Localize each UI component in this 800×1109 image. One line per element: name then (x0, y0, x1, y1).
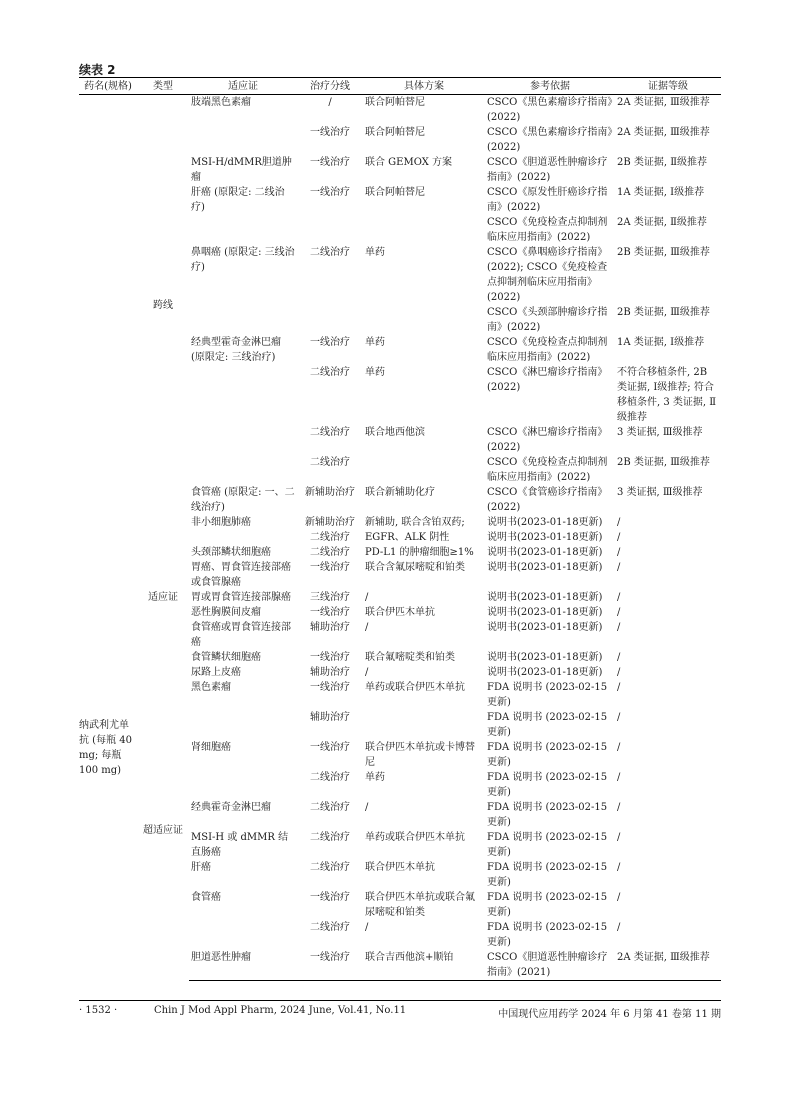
evidence-cell: / (617, 592, 621, 603)
evidence-cell: 3 类证据, Ⅲ级推荐 (617, 427, 703, 438)
drug-indication-table (79, 77, 721, 981)
reference-cell: FDA 说明书 (2023-02-15 更新) (487, 892, 608, 918)
evidence-cell: / (617, 622, 621, 633)
line-cell: 新辅助治疗 (305, 517, 355, 528)
regimen-cell: / (365, 667, 369, 678)
evidence-cell: / (617, 712, 621, 723)
evidence-cell: 不符合移植条件, 2B 类证据, Ⅰ级推荐; 符合移植条件, 3 类证据, Ⅱ级推荐 (617, 367, 717, 423)
regimen-cell: / (365, 622, 369, 633)
evidence-cell: / (617, 652, 621, 663)
reference-cell: FDA 说明书 (2023-02-15 更新) (487, 682, 608, 708)
line-cell: 一线治疗 (310, 652, 350, 663)
evidence-cell: / (617, 562, 621, 573)
indication-cell: 肝癌 (原限定: 二线治疗) (191, 187, 285, 213)
page-number: · 1532 · (79, 1005, 118, 1016)
evidence-cell: 2A 类证据, Ⅲ级推荐 (617, 127, 710, 138)
reference-cell: CSCO《黑色素瘤诊疗指南》(2022) (487, 97, 613, 123)
indication-cell: 恶性胸膜间皮瘤 (191, 607, 261, 618)
line-cell: 二线治疗 (310, 547, 350, 558)
reference-cell: 说明书(2023-01-18更新) (487, 607, 603, 618)
reference-cell: CSCO《免疫检查点抑制剂临床应用指南》(2022) (487, 337, 608, 363)
reference-cell: CSCO《淋巴瘤诊疗指南》(2022) (487, 427, 608, 453)
indication-cell: 胃或胃食管连接部腺癌 (191, 592, 291, 603)
indication-cell: 黑色素瘤 (191, 682, 231, 693)
reference-cell: 说明书(2023-01-18更新) (487, 517, 603, 528)
evidence-cell: / (617, 772, 621, 783)
indication-cell: 胃癌、胃食管连接部癌或食管腺癌 (191, 562, 291, 588)
reference-cell: 说明书(2023-01-18更新) (487, 532, 603, 543)
table-row (79, 515, 721, 530)
line-cell: 一线治疗 (310, 892, 350, 903)
evidence-cell: / (617, 682, 621, 693)
line-cell: 二线治疗 (310, 532, 350, 543)
evidence-cell: / (617, 517, 621, 528)
reference-cell: FDA 说明书 (2023-02-15 更新) (487, 772, 608, 798)
indication-cell: 非小细胞肺癌 (191, 517, 251, 528)
evidence-cell: / (617, 832, 621, 843)
drug-name-cell: 纳武利尤单抗 (每瓶 40 mg; 每瓶 100 mg) (79, 719, 132, 776)
page-footer (79, 1000, 721, 1020)
indication-cell (189, 530, 297, 545)
regimen-cell: / (365, 922, 369, 933)
regimen-cell (363, 215, 485, 245)
evidence-cell: / (617, 742, 621, 753)
regimen-cell: 联合伊匹木单抗或联合氟尿嘧啶和铂类 (365, 892, 475, 918)
indication-cell (189, 455, 297, 485)
regimen-cell: 联合新辅助化疗 (365, 487, 435, 498)
regimen-cell: 单药 (365, 367, 385, 378)
table-caption: 续表 2 (79, 63, 116, 77)
indication-cell: 经典霍奇金淋巴瘤 (191, 802, 271, 813)
indication-cell: 肝癌 (191, 862, 211, 873)
regimen-cell: 单药 (365, 247, 385, 258)
header-type: 类型 (137, 78, 189, 95)
line-cell: 一线治疗 (310, 742, 350, 753)
line-cell: 一线治疗 (310, 607, 350, 618)
reference-cell: FDA 说明书 (2023-02-15 更新) (487, 742, 608, 768)
indication-cell: 头颈部鳞状细胞癌 (191, 547, 271, 558)
regimen-cell: / (365, 592, 369, 603)
indication-cell: 食管鳞状细胞癌 (191, 652, 261, 663)
line-cell: 二线治疗 (310, 832, 350, 843)
indication-cell: 尿路上皮癌 (191, 667, 241, 678)
reference-cell: CSCO《免疫检查点抑制剂临床应用指南》(2022) (487, 457, 608, 483)
indication-cell (189, 215, 297, 245)
indication-cell (189, 305, 297, 335)
regimen-cell: / (365, 802, 369, 813)
line-cell: 二线治疗 (310, 457, 350, 468)
reference-cell: FDA 说明书 (2023-02-15 更新) (487, 802, 608, 828)
line-cell: 一线治疗 (310, 682, 350, 693)
regimen-cell: EGFR、ALK 阴性 (365, 532, 450, 543)
journal-english: Chin J Mod Appl Pharm, 2024 June, Vol.41, No.11 (154, 1005, 407, 1016)
regimen-cell: 联合吉西他滨+顺铂 (363, 950, 485, 981)
table-container (79, 77, 721, 981)
reference-cell: CSCO《胆道恶性肿瘤诊疗指南》(2022) (487, 157, 608, 183)
indication-cell (189, 425, 297, 455)
line-cell: 一线治疗 (297, 950, 363, 981)
evidence-cell: / (617, 667, 621, 678)
reference-cell: FDA 说明书 (2023-02-15 更新) (487, 922, 608, 948)
reference-cell: FDA 说明书 (2023-02-15 更新) (487, 712, 608, 738)
reference-cell: 说明书(2023-01-18更新) (487, 667, 603, 678)
reference-cell: FDA 说明书 (2023-02-15 更新) (487, 862, 608, 888)
regimen-cell: 单药或联合伊匹木单抗 (365, 682, 465, 693)
indication-cell (189, 365, 297, 425)
evidence-cell: 2B 类证据, Ⅱ级推荐 (617, 157, 708, 168)
line-cell: 二线治疗 (310, 367, 350, 378)
regimen-cell: 联合含氟尿嘧啶和铂类 (365, 562, 465, 573)
indication-cell (189, 770, 297, 800)
regimen-cell: 联合氟嘧啶类和铂类 (365, 652, 455, 663)
evidence-cell: / (617, 532, 621, 543)
reference-cell: 说明书(2023-01-18更新) (487, 622, 603, 633)
type-cell: 超适应证 (143, 824, 183, 836)
regimen-cell: 联合 GEMOX 方案 (365, 157, 453, 168)
table-row (79, 95, 721, 126)
evidence-cell: 1A 类证据, Ⅰ级推荐 (617, 187, 705, 198)
line-cell: 二线治疗 (310, 772, 350, 783)
indication-cell (189, 125, 297, 155)
reference-cell: 说明书(2023-01-18更新) (487, 547, 603, 558)
indication-cell: MSI-H 或 dMMR 结直肠癌 (191, 832, 289, 858)
regimen-cell: 联合地西他滨 (365, 427, 425, 438)
regimen-cell: 联合阿帕替尼 (365, 187, 425, 198)
evidence-cell: / (617, 922, 621, 933)
evidence-cell: 3 类证据, Ⅲ级推荐 (617, 487, 703, 498)
regimen-cell: 单药 (365, 772, 385, 783)
reference-cell: 说明书(2023-01-18更新) (487, 652, 603, 663)
indication-cell: MSI-H/dMMR胆道肿瘤 (191, 157, 292, 183)
evidence-cell: 2A 类证据, Ⅲ级推荐 (617, 97, 710, 108)
regimen-cell: 联合阿帕替尼 (365, 97, 425, 108)
reference-cell: CSCO《免疫检查点抑制剂临床应用指南》(2022) (487, 217, 608, 243)
regimen-cell (363, 455, 485, 485)
line-cell: 一线治疗 (310, 187, 350, 198)
evidence-cell: 2B 类证据, Ⅲ级推荐 (617, 457, 710, 468)
line-cell: 二线治疗 (310, 247, 350, 258)
indication-cell: 经典型霍奇金淋巴瘤 (原限定: 三线治疗) (191, 337, 281, 363)
line-cell: 新辅助治疗 (305, 487, 355, 498)
reference-cell: CSCO《头颈部肿瘤诊疗指南》(2022) (487, 307, 608, 333)
line-cell: 一线治疗 (310, 127, 350, 138)
regimen-cell: 联合伊匹木单抗或卡博替尼 (365, 742, 475, 768)
indication-cell: 肢端黑色素瘤 (191, 97, 251, 108)
evidence-cell: 2A 类证据, Ⅲ级推荐 (615, 950, 721, 981)
evidence-cell: 2B 类证据, Ⅲ级推荐 (617, 307, 710, 318)
indication-cell: 食管癌 (原限定: 一、二线治疗) (191, 487, 295, 513)
line-cell: 一线治疗 (310, 157, 350, 168)
line-cell: 三线治疗 (310, 592, 350, 603)
line-cell: 辅助治疗 (310, 667, 350, 678)
indication-cell: 鼻咽癌 (原限定: 三线治疗) (191, 247, 295, 273)
reference-cell: CSCO《黑色素瘤诊疗指南》(2022) (487, 127, 613, 153)
line-cell: / (328, 97, 332, 108)
evidence-cell: / (617, 862, 621, 873)
table-row (79, 680, 721, 710)
regimen-cell: 新辅助, 联合含铂双药; (365, 517, 465, 528)
regimen-cell (363, 305, 485, 335)
regimen-cell: 单药或联合伊匹木单抗 (365, 832, 465, 843)
reference-cell: CSCO《原发性肝癌诊疗指南》(2022) (487, 187, 608, 213)
regimen-cell: 联合伊匹木单抗 (365, 862, 435, 873)
regimen-cell: 联合伊匹木单抗 (365, 607, 435, 618)
indication-cell: 食管癌 (191, 892, 221, 903)
reference-cell: CSCO《食管癌诊疗指南》(2022) (487, 487, 608, 513)
evidence-cell: / (617, 607, 621, 618)
reference-cell: CSCO《胆道恶性肿瘤诊疗指南》(2021) (485, 950, 615, 981)
header-drug: 药名(规格) (79, 78, 137, 95)
evidence-cell: 1A 类证据, Ⅰ级推荐 (617, 337, 705, 348)
reference-cell: CSCO《鼻咽癌诊疗指南》(2022); CSCO《免疫检查点抑制剂临床应用指南》(2022) (487, 247, 608, 303)
evidence-cell: 2A 类证据, Ⅱ级推荐 (617, 217, 707, 228)
line-cell: 二线治疗 (310, 802, 350, 813)
header-indication: 适应证 (189, 78, 297, 95)
line-cell (297, 305, 363, 335)
header-reference: 参考依据 (485, 78, 615, 95)
line-cell: 二线治疗 (310, 922, 350, 933)
indication-cell: 食管癌或胃食管连接部癌 (191, 622, 291, 648)
regimen-cell: PD-L1 的肿瘤细胞≥1% (365, 547, 474, 558)
line-cell: 辅助治疗 (310, 712, 350, 723)
evidence-cell: / (617, 802, 621, 813)
line-cell: 二线治疗 (310, 427, 350, 438)
reference-cell: 说明书(2023-01-18更新) (487, 562, 603, 573)
reference-cell: FDA 说明书 (2023-02-15 更新) (487, 832, 608, 858)
evidence-cell: / (617, 892, 621, 903)
header-line: 治疗分线 (297, 78, 363, 95)
regimen-cell: 单药 (365, 337, 385, 348)
table-header-row (79, 78, 721, 95)
header-evidence: 证据等级 (615, 78, 721, 95)
line-cell: 辅助治疗 (310, 622, 350, 633)
reference-cell: CSCO《淋巴瘤诊疗指南》(2022) (487, 367, 608, 393)
header-regimen: 具体方案 (363, 78, 485, 95)
line-cell: 一线治疗 (310, 562, 350, 573)
type-cell: 跨线 (153, 299, 173, 311)
reference-cell: 说明书(2023-01-18更新) (487, 592, 603, 603)
journal-chinese: 中国现代应用药学 2024 年 6 月第 41 卷第 11 期 (498, 1009, 721, 1020)
line-cell: 二线治疗 (310, 862, 350, 873)
evidence-cell: / (617, 547, 621, 558)
line-cell: 一线治疗 (310, 337, 350, 348)
indication-cell (189, 710, 297, 740)
indication-cell: 肾细胞癌 (191, 742, 231, 753)
regimen-cell (363, 710, 485, 740)
indication-cell (189, 920, 297, 950)
indication-cell: 胆道恶性肿瘤 (189, 950, 297, 981)
type-cell: 适应证 (148, 592, 178, 603)
drug-cell-empty (79, 95, 137, 516)
line-cell (297, 215, 363, 245)
evidence-cell: 2B 类证据, Ⅲ级推荐 (617, 247, 710, 258)
regimen-cell: 联合阿帕替尼 (365, 127, 425, 138)
